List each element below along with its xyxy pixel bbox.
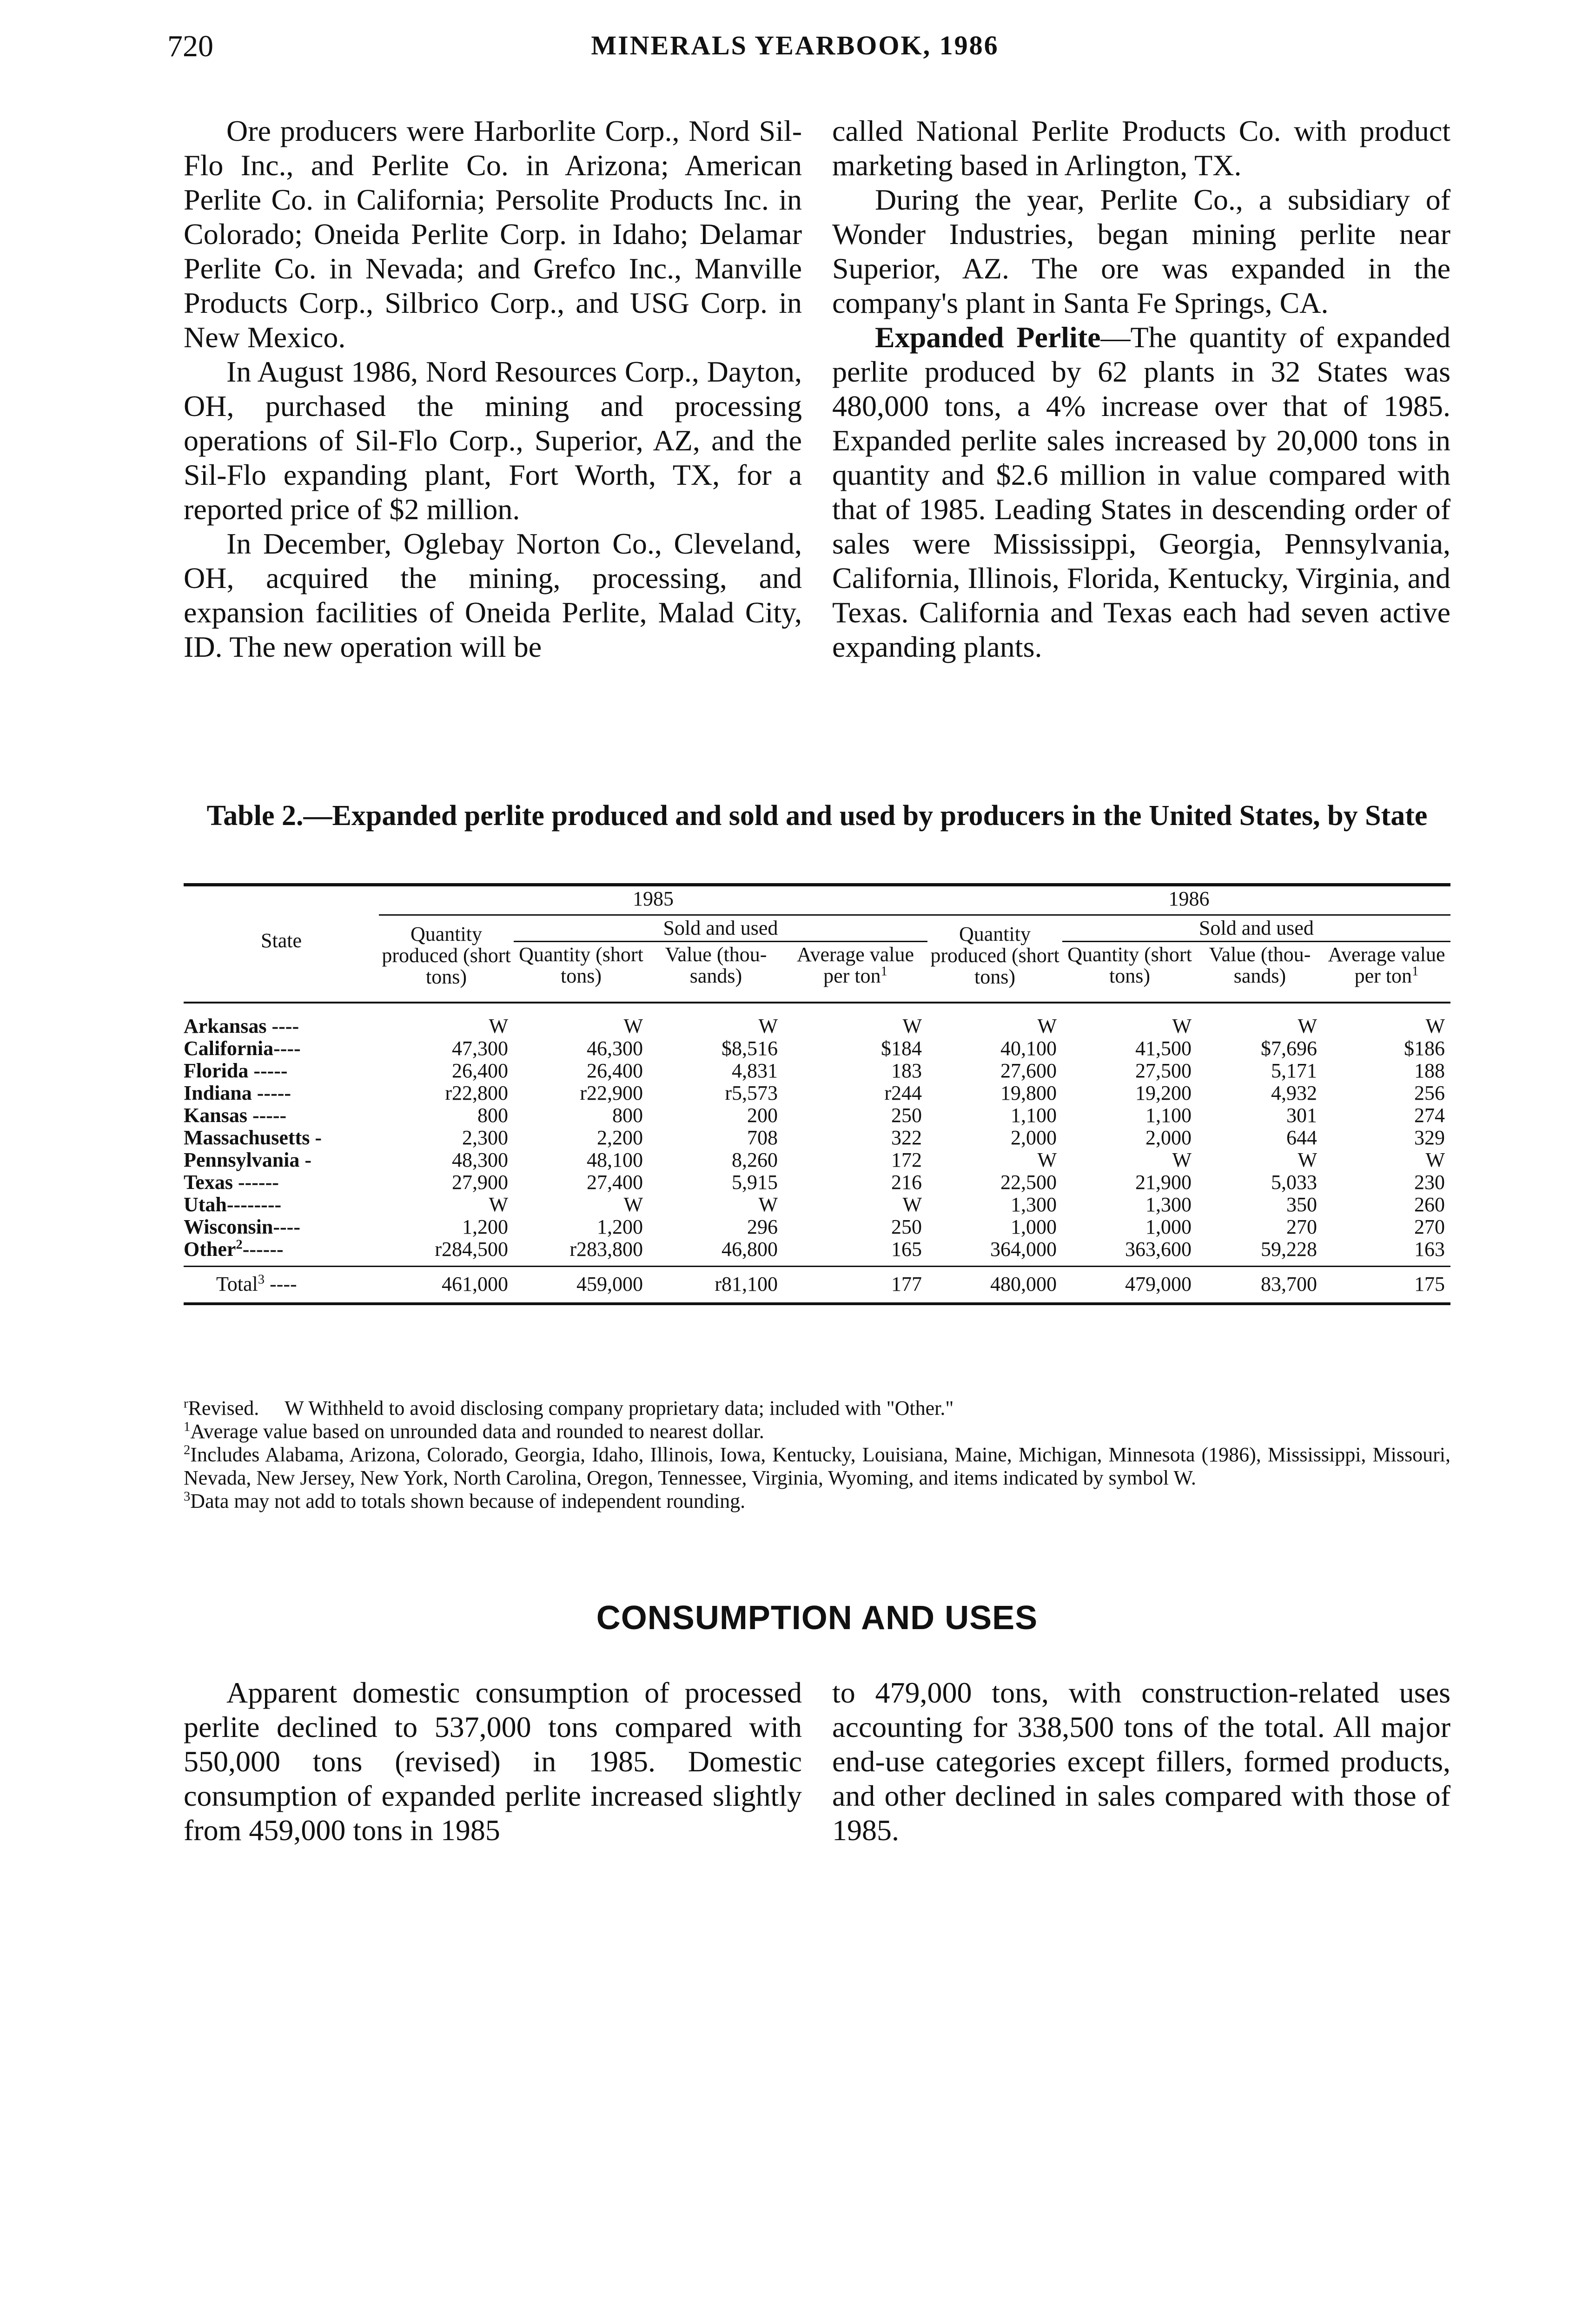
table-row	[184, 1104, 1450, 1127]
footnote-2	[184, 1443, 1450, 1490]
footnote-3-text: Data may not add to totals shown because of independent rounding.	[190, 1490, 746, 1512]
footnote-1-mark: 1	[184, 1419, 191, 1434]
table-cell: W	[758, 1193, 778, 1216]
total-cell: r81,100	[649, 1267, 783, 1304]
table-cell: 1,200	[462, 1215, 508, 1238]
table-cell: W	[1037, 1149, 1057, 1171]
table-cell: 270	[1286, 1215, 1317, 1238]
footnote-revised	[184, 1397, 1450, 1420]
table-cell: 40,100	[1000, 1037, 1057, 1060]
paragraph-wonder-industries: During the year, Perlite Co., a subsidiary of Wonder Industries, began mining perlite near Superior, AZ. The ore was expanded in the company's plant in Santa Fe Springs, CA.	[832, 183, 1450, 319]
footnote-withheld-text: W Withheld to avoid disclosing company proprietary data; included with "Other."	[285, 1397, 954, 1419]
state-cell	[184, 1104, 379, 1127]
paragraph-consumption: Apparent domestic consumption of processed perlite declined to 537,000 tons compared with 550,000 tons (revised) in 1985. Domestic consumption of expanded perlite increased slightly from 459,000 tons in 1985	[184, 1676, 802, 1847]
table-cell: r283,800	[569, 1238, 643, 1261]
table-cell: 364,000	[990, 1238, 1057, 1261]
table-cell: 1,300	[1011, 1193, 1057, 1216]
table-cell: 329	[1414, 1126, 1445, 1149]
table-cell: 301	[1286, 1104, 1317, 1127]
table-cell: 188	[1414, 1059, 1445, 1082]
paragraph-ore-producers: Ore producers were Harborlite Corp., Nord Sil-Flo Inc., and Perlite Co. in Arizona; American Perlite Co. in California; Persolite Products Inc. in Colorado; Oneida Perlite Corp. in Idaho; Delamar Perlite Co. in Nevada; and Grefco Inc., Manville Products Corp., Silbrico Corp., and USG Corp. in New Mexico.	[184, 114, 802, 354]
total-cell: 459,000	[514, 1267, 649, 1304]
table-cell: 250	[891, 1104, 922, 1127]
table-cell: 296	[747, 1215, 778, 1238]
table-cell: W	[758, 1015, 778, 1037]
page-header	[167, 29, 1423, 66]
state-name: Texas ------	[184, 1171, 279, 1194]
table-cell: 27,500	[1135, 1059, 1192, 1082]
table-cell: 19,200	[1135, 1082, 1192, 1104]
table-cell: 260	[1414, 1193, 1445, 1216]
header-average-value-label: Average value per ton	[1328, 943, 1445, 987]
table-cell: 47,300	[452, 1037, 508, 1060]
right-column-top	[832, 114, 1450, 664]
table-cell: 19,800	[1000, 1082, 1057, 1104]
table-total-row	[184, 1267, 1450, 1304]
table-cell: 41,500	[1135, 1037, 1192, 1060]
footnote-ref-3: 3	[258, 1272, 265, 1287]
table-cell: 48,300	[452, 1149, 508, 1171]
table-row	[184, 1037, 1450, 1060]
total-label-text: Total	[216, 1273, 258, 1295]
state-name: Kansas -----	[184, 1104, 287, 1127]
table-cell: 800	[477, 1104, 508, 1127]
table-cell: W	[1298, 1015, 1317, 1037]
header-year-1986: 1986	[927, 885, 1450, 915]
header-value-1985: Value (thou- sands)	[665, 943, 767, 987]
table-cell: W	[1172, 1015, 1192, 1037]
table-cell: 27,900	[452, 1171, 508, 1194]
total-cell: 480,000	[927, 1267, 1062, 1304]
table-row	[184, 1216, 1450, 1238]
state-name: Arkansas ----	[184, 1015, 299, 1037]
header-value-1986: Value (thou- sands)	[1209, 943, 1311, 987]
table-cell: 5,033	[1271, 1171, 1317, 1194]
table-cell: 183	[891, 1059, 922, 1082]
table-cell: $184	[881, 1037, 922, 1060]
state-name: Other	[184, 1238, 236, 1261]
table-cell: W	[1298, 1149, 1317, 1171]
state-cell	[184, 1082, 379, 1104]
paragraph-consumption-continuation: to 479,000 tons, with construction-related uses accounting for 338,500 tons of the total. All major end-use categories except fillers, formed products, and other declined in sales compared with those of 1985.	[832, 1676, 1450, 1847]
table-cell: 800	[612, 1104, 643, 1127]
header-quantity-1985: Quantity (short tons)	[519, 943, 643, 987]
table-cell: 8,260	[732, 1149, 778, 1171]
table-cell: 274	[1414, 1104, 1445, 1127]
table-year-header	[184, 885, 1450, 915]
state-leader: ------	[242, 1238, 284, 1261]
header-quantity-produced-1986: Quantity produced (short tons)	[930, 922, 1059, 988]
state-cell	[184, 1037, 379, 1060]
footnote-3	[184, 1490, 1450, 1513]
header-average-value-1985	[783, 942, 927, 996]
table-cell: 256	[1414, 1082, 1445, 1104]
table-cell: $7,696	[1261, 1037, 1317, 1060]
table-cell: r22,900	[580, 1082, 643, 1104]
table-cell: 1,100	[1011, 1104, 1057, 1127]
table-cell: 350	[1286, 1193, 1317, 1216]
table-cell: W	[902, 1193, 922, 1216]
table-cell: W	[623, 1015, 643, 1037]
table-row	[184, 1082, 1450, 1104]
footnote-ref-1: 1	[1412, 964, 1419, 979]
state-cell	[184, 1149, 379, 1171]
table-cell: 27,400	[587, 1171, 643, 1194]
left-column-top	[184, 114, 802, 664]
table-cell: W	[1425, 1149, 1445, 1171]
table-cell: 26,400	[452, 1059, 508, 1082]
state-name: Wisconsin----	[184, 1215, 300, 1238]
table-cell: W	[489, 1193, 508, 1216]
state-cell	[184, 1003, 379, 1037]
state-name: Florida -----	[184, 1059, 288, 1082]
table-cell: 59,228	[1261, 1238, 1317, 1261]
table-cell: 5,171	[1271, 1059, 1317, 1082]
left-column-bottom	[184, 1676, 802, 1848]
footnote-2-text: Includes Alabama, Arizona, Colorado, Georgia, Idaho, Illinois, Iowa, Kentucky, Louisiana, Maine, Michigan, Minnesota (1986), Mississippi, Missouri, Nevada, New Jersey, New York, North Carolina, Oregon, Tennessee, Virginia, Wyoming, and items indicated by symbol W.	[184, 1443, 1450, 1489]
table-cell: W	[1425, 1015, 1445, 1037]
table-cell: 163	[1414, 1238, 1445, 1261]
footnote-1	[184, 1420, 1450, 1443]
page-number: 720	[167, 29, 213, 63]
footnote-ref-1: 1	[881, 964, 887, 979]
runin-heading-expanded-perlite: Expanded Perlite	[875, 321, 1101, 354]
table-cell: 1,200	[597, 1215, 643, 1238]
expanded-perlite-text: —The quantity of expanded perlite produced by 62 plants in 32 States was 480,000 tons, a 4% increase over that of 1985. Expanded perlite sales increased by 20,000 tons in quantity and $2.6 million in value compared with that of 1985. Leading States in descending order of sales were Mississippi, Georgia, Pennsylvania, California, Illinois, Florida, Kentucky, Virginia, and Texas. California and Texas each had seven active expanding plants.	[832, 321, 1450, 663]
table-cell: 270	[1414, 1215, 1445, 1238]
table-row	[184, 1003, 1450, 1037]
table-row	[184, 1060, 1450, 1082]
footnote-3-mark: 3	[184, 1489, 191, 1504]
table-row	[184, 1171, 1450, 1194]
table-row	[184, 1127, 1450, 1149]
table-cell: 172	[891, 1149, 922, 1171]
table-cell: r22,800	[445, 1082, 508, 1104]
footnote-2-mark: 2	[184, 1443, 191, 1458]
table-cell: 4,932	[1271, 1082, 1317, 1104]
table-cell: 46,800	[722, 1238, 778, 1261]
footnote-revised-text: Revised.	[188, 1397, 259, 1419]
table-cell: 46,300	[587, 1037, 643, 1060]
header-quantity-produced-1985: Quantity produced (short tons)	[382, 922, 511, 988]
table-cell: 165	[891, 1238, 922, 1261]
header-average-value-label: Average value per ton	[796, 943, 914, 987]
right-column-bottom	[832, 1676, 1450, 1848]
table-cell: 27,600	[1000, 1059, 1057, 1082]
state-cell	[184, 1216, 379, 1238]
table-row	[184, 1238, 1450, 1267]
table-cell: 363,600	[1125, 1238, 1192, 1261]
paragraph-expanded-perlite	[832, 320, 1450, 664]
total-cell: 177	[783, 1267, 927, 1304]
table-cell: 26,400	[587, 1059, 643, 1082]
total-cell: 461,000	[379, 1267, 514, 1304]
table-footnotes	[184, 1397, 1450, 1513]
table-cell: 644	[1286, 1126, 1317, 1149]
table-cell: 4,831	[732, 1059, 778, 1082]
table-cell: r284,500	[435, 1238, 508, 1261]
table-row	[184, 1149, 1450, 1171]
table-cell: W	[623, 1193, 643, 1216]
state-name: Indiana -----	[184, 1082, 291, 1104]
table-cell: 1,000	[1011, 1215, 1057, 1238]
header-year-1985: 1985	[379, 885, 927, 915]
state-cell	[184, 1171, 379, 1194]
table-cell: 216	[891, 1171, 922, 1194]
revised-mark: r	[184, 1396, 188, 1411]
table-cell: 708	[747, 1126, 778, 1149]
running-title: MINERALS YEARBOOK, 1986	[591, 30, 999, 60]
table-cell: 250	[891, 1215, 922, 1238]
header-sold-and-used-1986: Sold and used	[1062, 915, 1450, 942]
state-name: Massachusetts -	[184, 1126, 322, 1149]
section-heading-consumption: CONSUMPTION AND USES	[596, 1599, 1038, 1637]
table-cell: 322	[891, 1126, 922, 1149]
header-sold-and-used-1985: Sold and used	[514, 915, 927, 942]
state-cell	[184, 1194, 379, 1216]
footnote-ref-2: 2	[236, 1237, 243, 1252]
table-cell: W	[1172, 1149, 1192, 1171]
table-cell: 1,000	[1145, 1215, 1192, 1238]
total-cell: 175	[1323, 1267, 1450, 1304]
total-label	[184, 1267, 379, 1304]
header-quantity-1986: Quantity (short tons)	[1067, 943, 1192, 987]
table-cell: 21,900	[1135, 1171, 1192, 1194]
total-leader: ----	[265, 1273, 297, 1295]
header-state: State	[184, 885, 379, 996]
state-name: California----	[184, 1037, 301, 1060]
table-cell: r244	[884, 1082, 922, 1104]
table-cell: 1,300	[1145, 1193, 1192, 1216]
expanded-perlite-table	[184, 883, 1450, 1305]
state-name: Pennsylvania -	[184, 1149, 312, 1171]
state-cell	[184, 1238, 379, 1267]
table-cell: W	[489, 1015, 508, 1037]
table-cell: W	[1037, 1015, 1057, 1037]
table-cell: 2,000	[1011, 1126, 1057, 1149]
table-cell: $8,516	[722, 1037, 778, 1060]
footnote-1-text: Average value based on unrounded data and rounded to nearest dollar.	[190, 1420, 764, 1443]
header-average-value-1986	[1323, 942, 1450, 996]
table-cell: $186	[1404, 1037, 1445, 1060]
table-cell: 230	[1414, 1171, 1445, 1194]
table-body	[184, 1003, 1450, 1267]
total-cell: 479,000	[1062, 1267, 1197, 1304]
paragraph-oglebay-norton: In December, Oglebay Norton Co., Cleveland, OH, acquired the mining, processing, and expansion facilities of Oneida Perlite, Malad City, ID. The new operation will be	[184, 527, 802, 663]
state-cell	[184, 1127, 379, 1149]
paragraph-nord-resources: In August 1986, Nord Resources Corp., Dayton, OH, purchased the mining and processing operations of Sil-Flo Corp., Superior, AZ, and the Sil-Flo expanding plant, Fort Worth, TX, for a reported price of $2 million.	[184, 355, 802, 526]
table-cell: 2,200	[597, 1126, 643, 1149]
table-title: Table 2.—Expanded perlite produced and sold and used by producers in the United States, by State	[206, 800, 1428, 832]
table-cell: 5,915	[732, 1171, 778, 1194]
table-cell: 2,000	[1145, 1126, 1192, 1149]
table-cell: 2,300	[462, 1126, 508, 1149]
state-name: Utah--------	[184, 1193, 282, 1216]
table-row	[184, 1194, 1450, 1216]
total-cell: 83,700	[1197, 1267, 1323, 1304]
table-cell: W	[902, 1015, 922, 1037]
table-cell: 200	[747, 1104, 778, 1127]
table-cell: 48,100	[587, 1149, 643, 1171]
state-cell	[184, 1060, 379, 1082]
paragraph-continuation: called National Perlite Products Co. with product marketing based in Arlington, TX.	[832, 114, 1450, 182]
table-cell: r5,573	[725, 1082, 778, 1104]
table-cell: 22,500	[1000, 1171, 1057, 1194]
table-cell: 1,100	[1145, 1104, 1192, 1127]
